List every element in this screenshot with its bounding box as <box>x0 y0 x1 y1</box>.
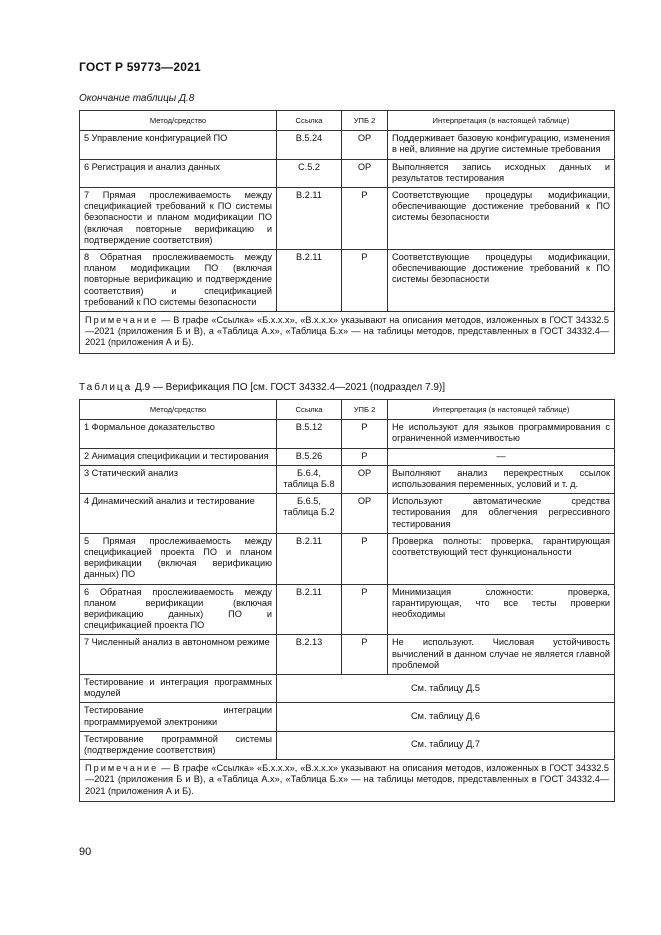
cell-interp: Проверка полноты: проверка, гарантирующая соответствующий тест функциональности <box>388 533 615 584</box>
cell-method: 1 Формальное доказательство <box>80 420 277 448</box>
cell-method: 5 Прямая прослеживаемость между спецификацией проекта ПО и планом верификации (включая верификацию данных) ПО <box>80 533 277 584</box>
cell-ref: В.5.24 <box>277 131 342 159</box>
cell-interp: Выполняют анализ перекрестных ссылок использования переменных, условий и т. д. <box>388 465 615 493</box>
cell-ref: В.5.12 <box>277 420 342 448</box>
cell-method: 8 Обратная прослеживаемость между планом модификации ПО (включая повторные верификацию и подтверждение соответствия) и спецификацией требований к ПО системы безопасности <box>80 250 277 312</box>
cell-method: 7 Прямая прослеживаемость между спецификацией требований к ПО системы безопасности и планом модификации ПО (включая повторные верификацию и подтверждение соответствия) <box>80 188 277 250</box>
cell-interp: Минимизация сложности: проверка, гарантирующая, что все тесты проверки необходимы <box>388 584 615 635</box>
table-row <box>80 584 615 635</box>
col-header-upb: УПБ 2 <box>342 111 388 131</box>
table-see-row <box>80 731 615 759</box>
note-text: — В графе «Ссылка» «Б.х.х.х», «В.х.х.х» указывают на описания методов, изложенных в ГОСТ 34332.5—2021 (приложения Б и В), а «Таблица А.х», «Таблица Б.х» — на таблицы методов, представленных в ГОСТ 34332.4—2021 (приложения А и Б). <box>85 315 609 348</box>
cell-see-reference: См. таблицу Д.6 <box>277 703 615 731</box>
cell-upb: ОР <box>342 131 388 159</box>
table-header-row <box>80 400 615 420</box>
cell-interp: Соответствующие процедуры модификации, обеспечивающие достижение требований к ПО системы безопасности <box>388 188 615 250</box>
cell-interp: Не используют для языков программирования с ограниченной изменчивостью <box>388 420 615 448</box>
cell-upb: Р <box>342 420 388 448</box>
cell-interp: Не используют. Числовая устойчивость вычислений в данном случае не является главной проблемой <box>388 635 615 675</box>
cell-method: Тестирование интеграции программируемой электроники <box>80 703 277 731</box>
col-header-ref: Ссылка <box>277 111 342 131</box>
table-row <box>80 533 615 584</box>
table2-caption-text: Д.9 — Верификация ПО [см. ГОСТ 34332.4—2021 (подраздел 7.9)] <box>132 382 446 393</box>
cell-method: 5 Управление конфигурацией ПО <box>80 131 277 159</box>
cell-interp: Выполняется запись исходных данных и результатов тестирования <box>388 159 615 187</box>
cell-ref: В.2.11 <box>277 533 342 584</box>
table-d8-end <box>79 110 615 354</box>
table-row <box>80 159 615 187</box>
table-see-row <box>80 675 615 703</box>
table-note <box>80 312 615 354</box>
table-row <box>80 465 615 493</box>
table-row <box>80 250 615 312</box>
cell-upb: Р <box>342 448 388 465</box>
cell-method: Тестирование программной системы (подтверждение соответствия) <box>80 731 277 759</box>
table-row <box>80 494 615 534</box>
cell-ref: Б.6.4, таблица Б.8 <box>277 465 342 493</box>
col-header-upb: УПБ 2 <box>342 400 388 420</box>
cell-upb: ОР <box>342 465 388 493</box>
cell-method: 6 Обратная прослеживаемость между планом верификации (включая верификацию данных) ПО и спецификацией проекта ПО <box>80 584 277 635</box>
cell-upb: Р <box>342 584 388 635</box>
cell-ref: В.2.11 <box>277 188 342 250</box>
table1-caption: Окончание таблицы Д.8 <box>79 93 195 104</box>
cell-method: Тестирование и интеграция программных модулей <box>80 675 277 703</box>
cell-ref: В.5.26 <box>277 448 342 465</box>
col-header-method: Метод/средство <box>80 111 277 131</box>
cell-method: 7 Численный анализ в автономном режиме <box>80 635 277 675</box>
cell-ref: С.5.2 <box>277 159 342 187</box>
cell-method: 2 Анимация спецификации и тестирования <box>80 448 277 465</box>
col-header-ref: Ссылка <box>277 400 342 420</box>
table2-caption-label: Таблица <box>79 382 133 393</box>
table-note <box>80 760 615 802</box>
col-header-interp: Интерпретация (в настоящей таблице) <box>388 400 615 420</box>
table-row <box>80 188 615 250</box>
cell-method: 4 Динамический анализ и тестирование <box>80 494 277 534</box>
table-d9 <box>79 399 615 802</box>
table-row <box>80 131 615 159</box>
table-row <box>80 448 615 465</box>
note-label: Примечание <box>85 315 159 326</box>
cell-ref: Б.6.5, таблица Б.2 <box>277 494 342 534</box>
cell-interp: Соответствующие процедуры модификации, обеспечивающие достижение требований к ПО системы безопасности <box>388 250 615 312</box>
table-note-row <box>80 760 615 802</box>
cell-interp: Используют автоматические средства тестирования для облегчения регрессивного тестирования <box>388 494 615 534</box>
col-header-interp: Интерпретация (в настоящей таблице) <box>388 111 615 131</box>
cell-upb: Р <box>342 533 388 584</box>
cell-ref: В.2.11 <box>277 584 342 635</box>
cell-upb: Р <box>342 250 388 312</box>
col-header-method: Метод/средство <box>80 400 277 420</box>
table-row <box>80 635 615 675</box>
note-text: — В графе «Ссылка» «Б.х.х.х», «В.х.х.х» указывают на описания методов, изложенных в ГОСТ 34332.5—2021 (приложения Б и В), а «Таблица А.х», «Таблица Б.х» — на таблицы методов, представленных в ГОСТ 34332.4—2021 (приложения А и Б). <box>85 763 609 796</box>
cell-interp: — <box>388 448 615 465</box>
cell-ref: В.2.11 <box>277 250 342 312</box>
cell-upb: ОР <box>342 159 388 187</box>
cell-upb: Р <box>342 188 388 250</box>
cell-method: 6 Регистрация и анализ данных <box>80 159 277 187</box>
table2-caption <box>79 382 445 393</box>
cell-see-reference: См. таблицу Д.7 <box>277 731 615 759</box>
cell-upb: Р <box>342 635 388 675</box>
cell-see-reference: См. таблицу Д.5 <box>277 675 615 703</box>
cell-interp: Поддерживает базовую конфигурацию, изменения в ней, влияние на другие системные требования <box>388 131 615 159</box>
cell-upb: ОР <box>342 494 388 534</box>
document-header: ГОСТ Р 59773—2021 <box>79 60 201 74</box>
cell-ref: В.2.13 <box>277 635 342 675</box>
table-see-row <box>80 703 615 731</box>
table-header-row <box>80 111 615 131</box>
cell-method: 3 Статический анализ <box>80 465 277 493</box>
note-label: Примечание <box>85 763 159 774</box>
page-number: 90 <box>79 846 92 858</box>
table-note-row <box>80 312 615 354</box>
table-row <box>80 420 615 448</box>
